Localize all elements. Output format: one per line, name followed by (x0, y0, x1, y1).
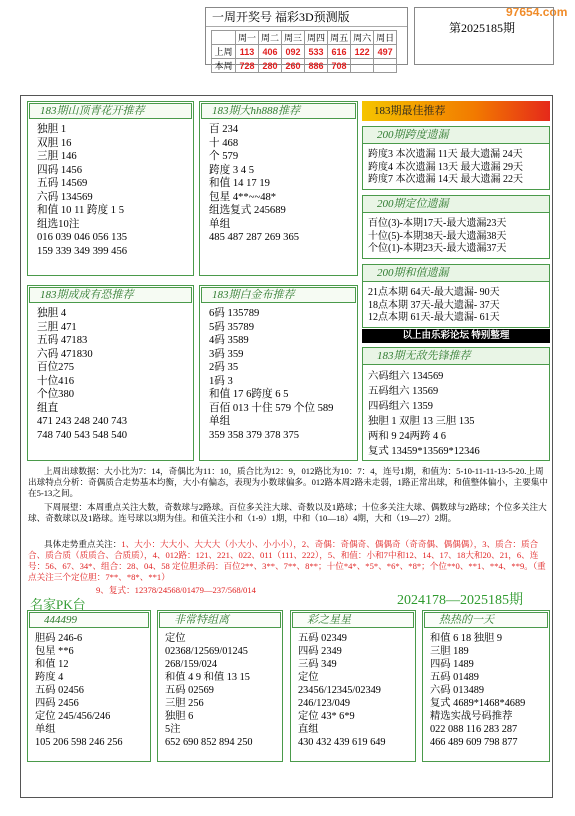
line: 471 243 248 240 743 (37, 416, 128, 427)
line: 六码 471830 (37, 348, 93, 360)
box-title: 183期无敌先锋推荐 (363, 348, 549, 365)
line: 十位416 (37, 375, 75, 387)
line: 跨度7 本次遗漏 14天 最大遗漏 22天 (368, 174, 523, 185)
line: 百位275 (37, 362, 75, 373)
line: 三胆 256 (165, 698, 204, 709)
line: 246/123/049 (298, 698, 351, 709)
day-cell: 周四 (305, 31, 328, 45)
period-range: 2024178—2025185期 (397, 593, 523, 608)
line: 和值 10 11 跨度 1 5 (37, 205, 125, 216)
box-expert-1 (27, 610, 151, 762)
result-cell: 280 (259, 59, 282, 73)
line: 五码 02456 (35, 685, 84, 696)
box-title: 183期山顶青花开推荐 (29, 103, 192, 119)
last-week-analysis: 上周出球数据：大小比为7：14，奇偶比为11：10，质合比为12：9，012路比为10：7：4，连号1期，和值为：5-10-11-11-13-5-20.上周出球特点分析：奇偶质合走势基本均衡，大小有偏态，表现为小数球偏多。012路本周2路未走弱，1路正常出球，和值整体偏小，主要集中在5-13之间。 (28, 466, 548, 498)
line: 直组 (298, 724, 319, 735)
trend-focus (28, 539, 550, 583)
forum-credit-bar: 以上由乐彩论坛 特别整理 (362, 329, 550, 343)
row-label: 本周 (212, 59, 236, 73)
box-expert-4 (422, 610, 550, 762)
line: 和值 6 18 独胆 9 (430, 633, 503, 644)
line: 包星 **6 (35, 646, 74, 657)
box-span-missing (362, 126, 550, 190)
line: 两和 9 24两跨 4 6 (368, 431, 446, 442)
result-cell: 122 (351, 45, 374, 59)
line: 四码 1456 (37, 164, 83, 176)
line: 三胆 471 (37, 321, 77, 333)
result-cell: 708 (328, 59, 351, 73)
box-title: 非常特组离 (159, 612, 281, 628)
line: 159 339 349 399 456 (37, 245, 128, 257)
result-cell (374, 59, 397, 73)
line: 跨度 4 (35, 672, 64, 683)
result-cell (351, 59, 374, 73)
line: 独胆 1 (37, 124, 67, 135)
line: 跨度3 本次遗漏 11天 最大遗漏 24天 (368, 149, 523, 160)
line: 748 740 543 548 540 (37, 429, 128, 441)
box-title: 183期成成有恐推荐 (29, 287, 192, 303)
line: 独胆 6 (165, 711, 194, 722)
line: 四码 2456 (35, 698, 79, 709)
line: 359 358 379 378 375 (209, 429, 300, 441)
line: 和值 17 6跨度 6 5 (209, 389, 289, 400)
line: 652 690 852 894 250 (165, 737, 253, 748)
result-cell: 092 (282, 45, 305, 59)
line: 2码 35 (209, 362, 239, 373)
day-cell: 周二 (259, 31, 282, 45)
line: 23456/12345/02349 (298, 685, 381, 696)
line: 六码组六 134569 (368, 371, 444, 382)
day-cell: 周三 (282, 31, 305, 45)
line: 6码 135789 (209, 308, 260, 319)
box-position-missing (362, 195, 550, 259)
line: 5码 35789 (209, 321, 255, 333)
line: 包星 4**~~48* (209, 191, 277, 203)
box-expert-2 (157, 610, 283, 762)
this-week-row (212, 59, 397, 73)
issue-number: 第2025185期 (414, 7, 554, 65)
line: 3码 359 (209, 348, 244, 360)
line: 复式 4689*1468*4689 (430, 698, 526, 709)
compound-pick: 9、复式：12378/24568/01479—237/568/014 (96, 585, 256, 595)
line: 组选10注 (37, 218, 80, 230)
line: 和值 14 17 19 (209, 178, 270, 189)
line: 和值 4 9 和值 13 15 (165, 672, 250, 683)
box-title: 200期跨度遗漏 (363, 127, 549, 144)
box-title: 热热的一天 (424, 612, 548, 628)
line: 1码 3 (209, 375, 233, 387)
box-title: 200期定位遗漏 (363, 196, 549, 213)
line: 三胆 146 (37, 151, 77, 162)
result-cell: 616 (328, 45, 351, 59)
box-hh888 (199, 101, 358, 276)
box-title: 444499 (29, 612, 149, 628)
line: 和值 12 (35, 659, 69, 670)
line: 12点本期 61天-最大遗漏- 61天 (368, 312, 500, 323)
line: 016 039 046 056 135 (37, 232, 128, 243)
last-week-row (212, 45, 397, 59)
day-cell: 周日 (374, 31, 397, 45)
box-title: 彩之星星 (292, 612, 414, 628)
line: 四码 1489 (430, 659, 474, 670)
line: 单组 (209, 416, 231, 427)
result-cell: 113 (236, 45, 259, 59)
line: 定位 43* 6*9 (298, 711, 355, 722)
line: 百佰 013 十住 579 个位 589 (209, 402, 334, 414)
weekly-results-table (211, 30, 397, 73)
line: 定位 (298, 672, 319, 683)
line: 组直 (37, 402, 59, 414)
line: 单组 (35, 724, 56, 735)
day-cell: 周五 (328, 31, 351, 45)
line: 六码 134569 (37, 191, 93, 203)
line: 个 579 (209, 151, 239, 162)
box-title: 183期大hh888推荐 (201, 103, 356, 119)
result-cell: 886 (305, 59, 328, 73)
result-cell: 260 (282, 59, 305, 73)
line: 双胆 16 (37, 137, 72, 149)
day-cell: 周六 (351, 31, 374, 45)
line: 四码组六 1359 (368, 401, 433, 412)
line: 022 088 116 283 287 (430, 724, 518, 735)
line: 独胆 1 双胆 13 三胆 135 (368, 416, 475, 427)
line: 定位 (165, 633, 186, 644)
line: 268/159/024 (165, 659, 218, 670)
line: 105 206 598 246 256 (35, 737, 123, 748)
line: 复式 13459*13569*12346 (368, 446, 480, 457)
box-title: 183期白金布推荐 (201, 287, 356, 303)
line: 五码 14569 (37, 178, 88, 189)
weekly-results-panel (205, 7, 408, 71)
box-mountain-top (27, 101, 194, 276)
result-cell: 406 (259, 45, 282, 59)
box-sum-missing (362, 264, 550, 328)
line: 个位380 (37, 389, 75, 400)
day-cell: 周一 (236, 31, 259, 45)
line: 三胆 189 (430, 646, 469, 657)
line: 五码 47183 (37, 335, 88, 346)
line: 十 468 (209, 137, 239, 149)
line: 百 234 (209, 124, 239, 135)
trend-focus-head: 具体走势重点关注： (44, 539, 122, 549)
line: 独胆 4 (37, 308, 67, 319)
trend-focus-body: 1、大小：大大小、大大大（小大小、小小小），2、奇偶：奇偶奇、偶偶奇（奇奇偶、偶偶偶），3、质合：质合合、质合质（质质合、合质质），4、012路：121、221、022、011（111、222），5、和值：小和7中和12、14、17、18大和20、21，6、连号：56、67、34*、组合：28、04、58 定位胆杀码：百位2**、3**、7**、8**；十位*4*、*5*、*6*、*8*；个位**0、**1、**4、**9。（重点关注三个定位胆：7**、*8*、**1） (28, 539, 546, 582)
line: 430 432 439 619 649 (298, 737, 386, 748)
line: 胆码 246-6 (35, 633, 83, 644)
box-baijin (199, 285, 358, 461)
line: 百位(3)-本期17天-最大遗漏23天 (368, 218, 507, 229)
line: 跨度 3 4 5 (209, 164, 255, 176)
line: 六码 013489 (430, 685, 485, 696)
line: 精选实战号码推荐 (430, 711, 513, 722)
line: 定位 245/456/246 (35, 711, 111, 722)
site-watermark: 97654.com (506, 5, 568, 19)
box-title: 200期和值遗漏 (363, 265, 549, 282)
line: 五码 02569 (165, 685, 214, 696)
line: 组选复式 245689 (209, 205, 286, 216)
line: 466 489 609 798 877 (430, 737, 518, 748)
result-cell: 728 (236, 59, 259, 73)
box-vanguard (362, 347, 550, 461)
line: 02368/12569/01245 (165, 646, 248, 657)
line: 十位(5)-本期38天-最大遗漏38天 (368, 230, 507, 242)
line: 单组 (209, 218, 231, 230)
next-week-outlook: 下周展望：本周重点关注大数，奇数球与2路球。百位多关注大球、奇数以及1路球；十位多关注大球、偶数球与2路球；个位多关注大球、奇数球以及1路球。连号球以3期为佳。和值关注小和（1-9）1期，中和（10—18）4期，大和（19—27）2期。 (28, 502, 547, 523)
row-label: 上周 (212, 45, 236, 59)
line: 485 487 287 269 365 (209, 232, 300, 243)
line: 三码 349 (298, 659, 337, 670)
line: 18点本期 37天-最大遗漏- 37天 (368, 299, 500, 311)
weekly-results-title: 一周开奖号 福彩3D预测版 (206, 8, 407, 27)
box-chengcheng (27, 285, 194, 461)
result-cell: 533 (305, 45, 328, 59)
line: 21点本期 64天-最大遗漏- 90天 (368, 287, 500, 298)
best-pick-header: 183期最佳推荐 (362, 101, 550, 121)
days-row (212, 31, 397, 45)
line: 个位(1)-本期23天-最大遗漏37天 (368, 243, 507, 254)
line: 五码 01489 (430, 672, 479, 683)
mingjia-pk-label: 名家PK台 (30, 597, 86, 612)
line: 五码 02349 (298, 633, 347, 644)
result-cell: 497 (374, 45, 397, 59)
box-expert-3 (290, 610, 416, 762)
line: 4码 3589 (209, 335, 249, 346)
line: 四码 2349 (298, 646, 342, 657)
line: 五码组六 13569 (368, 386, 439, 397)
line: 5注 (165, 724, 181, 735)
line: 跨度4 本次遗漏 13天 最大遗漏 29天 (368, 161, 523, 173)
